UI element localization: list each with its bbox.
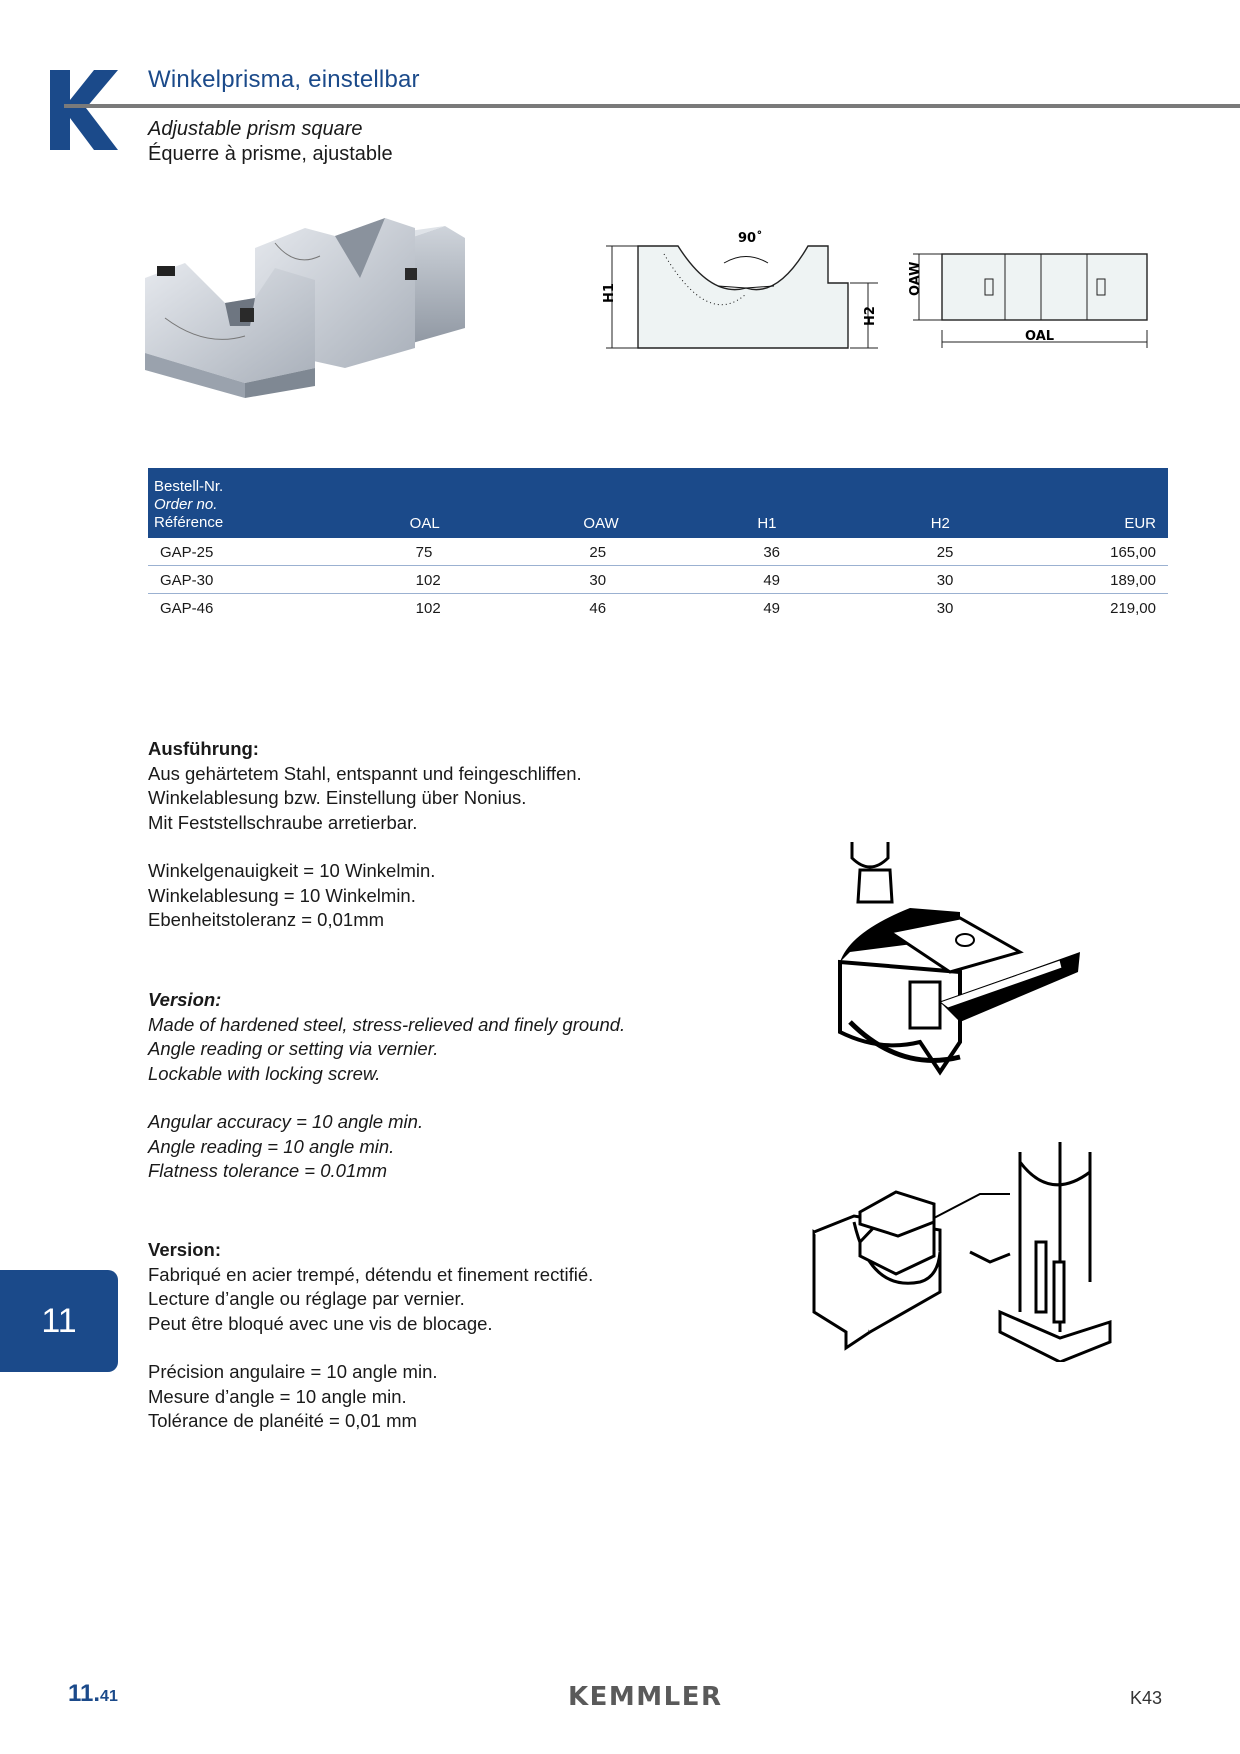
- specification-table: [148, 468, 1168, 621]
- diagram-oaw-label: OAW: [908, 261, 923, 296]
- spec-line: Angular accuracy = 10 angle min.: [148, 1111, 424, 1132]
- usage-sketch-milling: [830, 842, 1092, 1110]
- product-photo: [145, 208, 515, 428]
- spec-line: Précision angulaire = 10 angle min.: [148, 1361, 438, 1382]
- spec-line: Ebenheitstoleranz = 0,01mm: [148, 909, 385, 930]
- text-line: Angle reading or setting via vernier.: [148, 1038, 439, 1059]
- cell-oal: 102: [415, 600, 441, 617]
- chapter-tab[interactable]: 11: [0, 1270, 118, 1372]
- cell-h1: 49: [763, 600, 781, 617]
- cell-oal: 102: [415, 572, 441, 589]
- heading-french: Version:: [148, 1239, 221, 1260]
- column-header-eur: EUR: [1124, 515, 1156, 532]
- title-rule: [64, 104, 1240, 108]
- spec-line: Tolérance de planéité = 0,01 mm: [148, 1410, 417, 1431]
- column-header-h2: H2: [930, 515, 950, 532]
- heading-german: Ausführung:: [148, 738, 259, 759]
- text-line: Peut être bloqué avec une vis de blocage.: [148, 1312, 493, 1334]
- cell-eur: 219,00: [1110, 600, 1156, 617]
- text-line: Winkelablesung bzw. Einstellung über Nonius.: [148, 787, 527, 808]
- table-row: [148, 594, 1168, 622]
- text-line: Lecture d’angle ou réglage par vernier.: [148, 1288, 465, 1309]
- cell-oal: 75: [415, 544, 433, 561]
- spec-line: Winkelablesung = 10 Winkelmin.: [148, 884, 416, 906]
- brand-wordmark: KEMMLER: [568, 1682, 723, 1712]
- usage-sketch-drilling: [810, 1132, 1120, 1362]
- title-french: Équerre à prisme, ajustable: [148, 143, 393, 165]
- text-line: Mit Feststellschraube arretierbar.: [148, 811, 418, 833]
- diagram-h2-label: H2: [863, 306, 878, 326]
- cell-h2: 25: [936, 544, 954, 561]
- description-english: [148, 988, 788, 1184]
- cell-ref: GAP-30: [160, 572, 214, 589]
- description-german: [148, 737, 788, 933]
- table-row: [148, 538, 1168, 566]
- diagram-angle-label: 90˚: [738, 231, 763, 246]
- cell-h1: 36: [763, 544, 781, 561]
- page-code: K43: [1130, 1688, 1163, 1708]
- title-german: Winkelprisma, einstellbar: [148, 66, 420, 93]
- cell-eur: 189,00: [1110, 572, 1156, 589]
- cell-oaw: 30: [589, 572, 607, 589]
- page-number: 11.41: [68, 1680, 118, 1707]
- text-line: Fabriqué en acier trempé, détendu et finement rectifié.: [148, 1263, 594, 1285]
- column-header-h1: H1: [757, 515, 777, 532]
- spec-line: Mesure d’angle = 10 angle min.: [148, 1385, 407, 1407]
- cell-ref: GAP-25: [160, 544, 214, 561]
- diagram-oal-label: OAL: [1025, 329, 1055, 344]
- spec-line: Angle reading = 10 angle min.: [148, 1135, 395, 1157]
- cell-h2: 30: [936, 600, 954, 617]
- text-line: Aus gehärtetem Stahl, entspannt und feingeschliffen.: [148, 762, 582, 784]
- cell-h1: 49: [763, 572, 781, 589]
- kemmler-logo: [50, 70, 118, 150]
- title-english: Adjustable prism square: [148, 118, 363, 140]
- top-view-diagram: [905, 232, 1155, 358]
- cell-eur: 165,00: [1110, 544, 1156, 561]
- spec-line: Winkelgenauigkeit = 10 Winkelmin.: [148, 860, 436, 881]
- column-header-oal: OAL: [409, 515, 440, 532]
- column-header-reference: Bestell-Nr. Order no. Référence: [154, 478, 224, 531]
- table-header-row: [148, 468, 1168, 538]
- description-french: [148, 1238, 788, 1434]
- diagram-h1-label: H1: [602, 283, 617, 303]
- cell-h2: 30: [936, 572, 954, 589]
- cell-ref: GAP-46: [160, 600, 214, 617]
- text-line: Lockable with locking screw.: [148, 1062, 381, 1084]
- spec-line: Flatness tolerance = 0.01mm: [148, 1160, 388, 1181]
- table-row: [148, 566, 1168, 594]
- cell-oaw: 46: [589, 600, 607, 617]
- heading-english: Version:: [148, 989, 222, 1010]
- text-line: Made of hardened steel, stress-relieved and finely ground.: [148, 1013, 626, 1035]
- cell-oaw: 25: [589, 544, 607, 561]
- column-header-oaw: OAW: [583, 515, 619, 532]
- side-view-diagram: [598, 228, 888, 358]
